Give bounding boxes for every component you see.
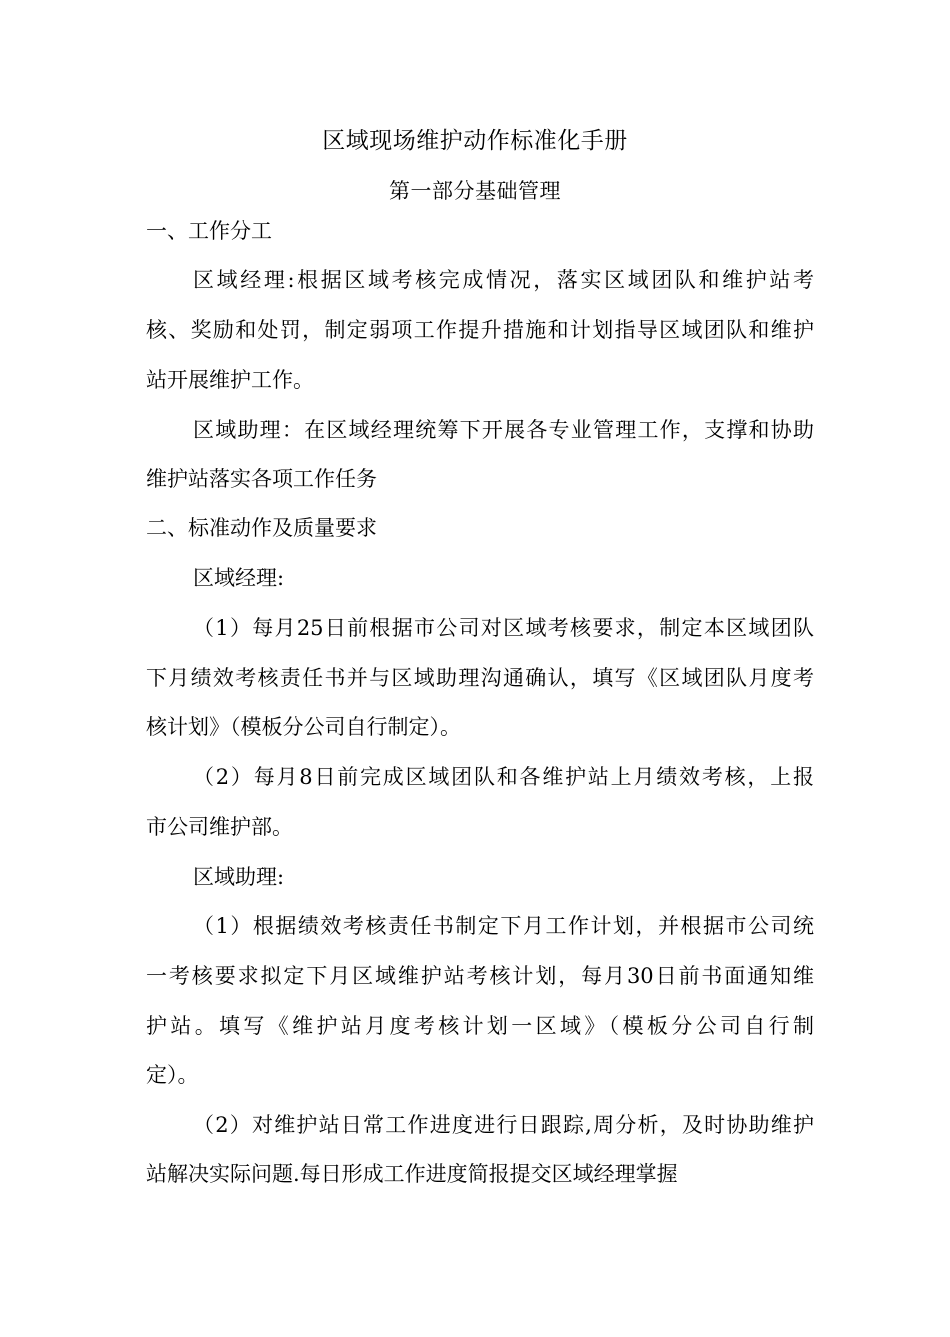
paragraph-line: （2）每月8日前完成区域团队和各维护站上月绩效考核，上报 — [193, 765, 814, 789]
document-subtitle: 第一部分基础管理 — [389, 179, 561, 203]
section-heading-standard-actions: 二、标准动作及质量要求 — [146, 516, 377, 540]
role-label-assistant: 区域助理: — [193, 865, 285, 889]
paragraph-line: 区域经理:根据区域考核完成情况，落实区域团队和维护站考 — [193, 268, 814, 292]
paragraph-line: 站解决实际问题.每日形成工作进度简报提交区域经理掌握 — [146, 1162, 678, 1186]
paragraph-line: 护站。填写《维护站月度考核计划一区域》（模板分公司自行制 — [146, 1014, 814, 1038]
paragraph-line: 一考核要求拟定下月区域维护站考核计划，每月30日前书面通知维 — [146, 964, 814, 988]
paragraph-line: 核、奖励和处罚，制定弱项工作提升措施和计划指导区域团队和维护 — [146, 318, 814, 342]
paragraph-line: （2）对维护站日常工作进度进行日跟踪,周分析，及时协助维护 — [193, 1113, 814, 1137]
paragraph-line: 下月绩效考核责任书并与区域助理沟通确认，填写《区域团队月度考 — [146, 666, 814, 690]
paragraph-line: 维护站落实各项工作任务 — [146, 467, 377, 491]
document-title: 区域现场维护动作标准化手册 — [322, 128, 628, 154]
paragraph-line: 站开展维护工作。 — [146, 368, 314, 392]
paragraph-line: 核计划》（模板分公司自行制定）。 — [146, 715, 461, 739]
paragraph-line: 定）。 — [146, 1063, 199, 1087]
paragraph-line: （1）每月25日前根据市公司对区域考核要求，制定本区域团队 — [193, 616, 814, 640]
paragraph-line: （1）根据绩效考核责任书制定下月工作计划，并根据市公司统 — [193, 914, 814, 938]
paragraph-line: 市公司维护部。 — [146, 815, 293, 839]
section-heading-work-division: 一、工作分工 — [146, 219, 272, 243]
role-label-manager: 区域经理: — [193, 566, 285, 590]
paragraph-line: 区域助理：在区域经理统筹下开展各专业管理工作，支撑和协助 — [193, 418, 814, 442]
